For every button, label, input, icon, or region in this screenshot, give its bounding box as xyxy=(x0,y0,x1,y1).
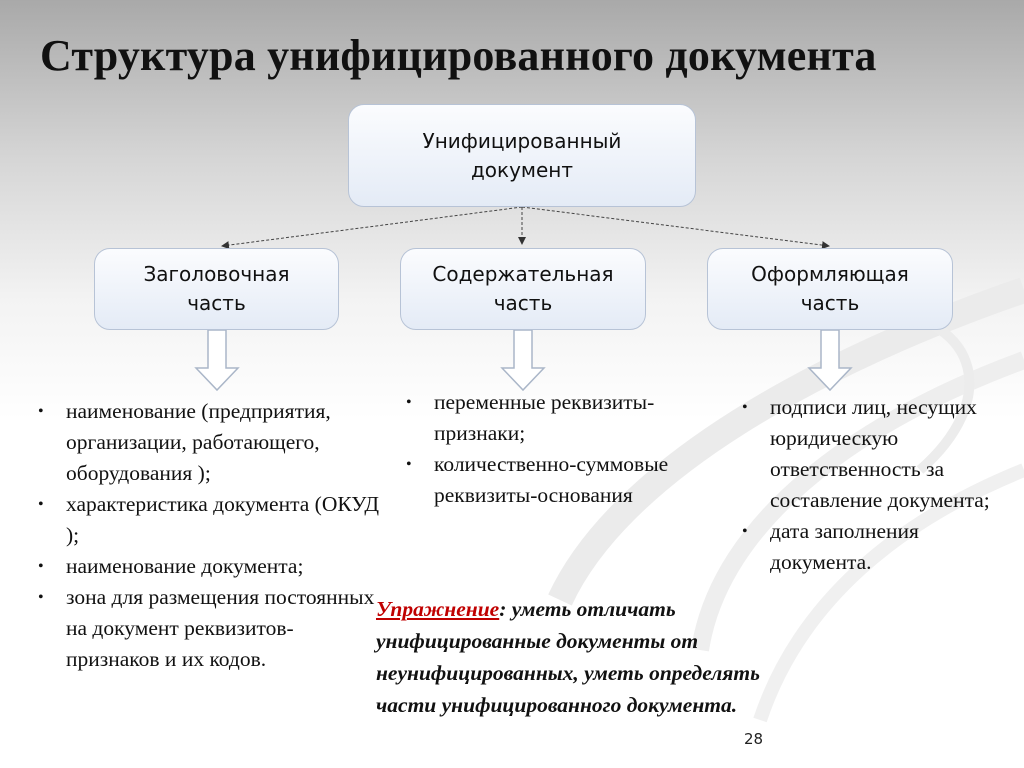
root-box-line1: Унифицированный xyxy=(422,128,622,153)
list-item: • наименование документа; xyxy=(36,551,386,582)
page-number: 28 xyxy=(744,730,764,748)
child-box-label-line2: часть xyxy=(493,291,553,315)
child-box-label-line1: Оформляющая xyxy=(751,262,909,286)
exercise-text: : уметь отличать унифицированные документы от неунифицированных, уметь определять части унифицированного документа. xyxy=(376,597,760,717)
child-box-header-part xyxy=(94,248,339,330)
connector-root-to-formatting xyxy=(522,207,829,246)
exercise-note xyxy=(376,593,776,721)
root-box-unified-document xyxy=(348,104,696,207)
down-arrow-formatting xyxy=(809,330,851,390)
content-part-list xyxy=(404,387,704,511)
list-item: • подписи лиц, несущих юридическую ответственность за составление документа; xyxy=(740,392,1010,516)
down-arrow-header xyxy=(196,330,238,390)
slide-title: Структура унифицированного документа xyxy=(40,31,877,80)
list-item: • переменные реквизиты-признаки; xyxy=(404,387,704,449)
child-box-label-line2: часть xyxy=(800,291,860,315)
list-item: • зона для размещения постоянных на документ реквизитов-признаков и их кодов. xyxy=(36,582,386,675)
header-part-list xyxy=(36,396,386,675)
list-item: • наименование (предприятия, организации, работающего, оборудования ); xyxy=(36,396,386,489)
down-arrow-content xyxy=(502,330,544,390)
root-box-line2: документ xyxy=(470,157,574,182)
list-item: • количественно-суммовые реквизиты-основания xyxy=(404,449,704,511)
child-box-label-line1: Содержательная xyxy=(432,262,614,286)
child-box-formatting-part xyxy=(707,248,953,330)
list-item: • характеристика документа (ОКУД ); xyxy=(36,489,386,551)
formatting-part-list xyxy=(740,392,1010,578)
exercise-label: Упражнение xyxy=(376,597,500,621)
list-item: • дата заполнения документа. xyxy=(740,516,1010,578)
child-box-label-line2: часть xyxy=(187,291,246,315)
child-box-content-part xyxy=(400,248,646,330)
connector-root-to-header xyxy=(222,207,522,246)
child-box-label-line1: Заголовочная xyxy=(143,262,290,286)
